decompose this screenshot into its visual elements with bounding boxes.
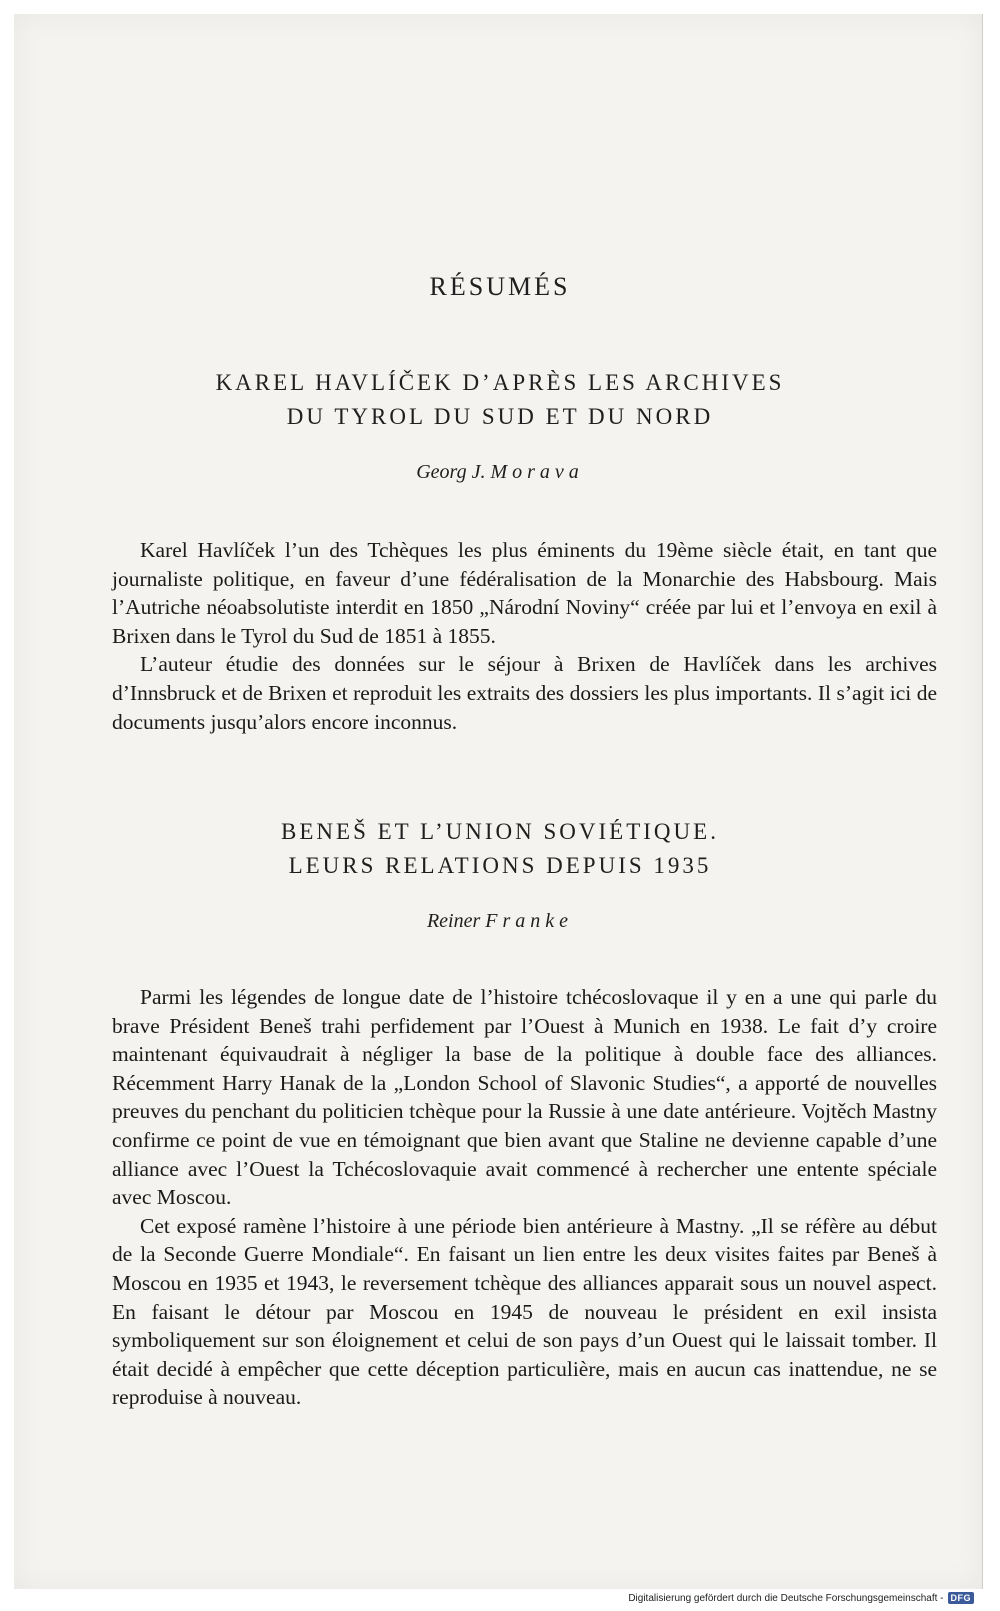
section-heading-line: KAREL HAVLÍČEK D’APRÈS LES ARCHIVES <box>215 370 785 395</box>
section-heading-line: LEURS RELATIONS DEPUIS 1935 <box>288 853 712 878</box>
digitization-footer <box>628 1592 974 1604</box>
author-franke <box>0 910 1000 933</box>
footer-text: Digitalisierung gefördert durch die Deutsche Forschungsgemeinschaft - <box>628 1592 944 1604</box>
section-heading-line: DU TYROL DU SUD ET DU NORD <box>286 404 714 429</box>
paragraph: Karel Havlíček l’un des Tchèques les plus éminents du 19ème siècle était, en tant que journaliste politique, en faveur d’une fédéralisation de la Monarchie des Habsbourg. Mais l’Autriche néoabsolutiste interdit en 1850 „Národní Noviny“ créée par lui et l’envoya en exil à Brixen dans le Tyrol du Sud de 1851 à 1855. <box>112 538 937 648</box>
page-title: RÉSUMÉS <box>429 272 571 301</box>
dfg-logo-icon: DFG <box>948 1592 975 1604</box>
section-body-havlicek <box>112 536 937 736</box>
section-body-benes <box>112 983 937 1412</box>
author-surname: Morava <box>490 461 584 483</box>
paragraph: Parmi les légendes de longue date de l’histoire tchécoslovaque il y en a une qui parle du brave Président Beneš trahi perfidement par l’Ouest à Munich en 1938. Le fait d’y croire maintenant équivaudrait à négliger la base de la politique à double face des alliances. Récemment Harry Hanak de la „London School of Slavonic Studies“, a apporté de nouvelles preuves du penchant du politicien tchèque pour la Russie à une date antérieure. Vojtěch Mastny confirme ce point de vue en témoignant que bien avant que Staline ne devienne capable d’une alliance avec l’Ouest la Tchécoslovaquie avait commencé à rechercher une entente spéciale avec Moscou. <box>112 985 937 1210</box>
author-given-name: Georg J. <box>416 461 486 483</box>
author-surname: Franke <box>485 910 574 932</box>
paragraph: L’auteur étudie des données sur le séjour à Brixen de Havlíček dans les archives d’Innsbruck et de Brixen et reproduit les extraits des dossiers les plus importants. Il s’agit ici de documents jusqu’alors encore inconnus. <box>112 652 937 734</box>
author-morava <box>0 461 1000 484</box>
paragraph: Cet exposé ramène l’histoire à une période bien antérieure à Mastny. „Il se réfère au début de la Seconde Guerre Mondiale“. En faisant un lien entre les deux visites faites par Beneš à Moscou en 1935 et 1943, le reversement tchèque des alliances apparait sous un nouvel aspect. En faisant le détour par Moscou en 1945 de nouveau le président en exil insista symboliquement sur son éloignement et celui de son pays d’un Ouest qui le laissait tomber. Il était decidé à empêcher que cette déception particulière, mais en aucun cas inattendue, ne se reproduise à nouveau. <box>112 1213 937 1410</box>
section-heading-line: BENEŠ ET L’UNION SOVIÉTIQUE. <box>281 819 719 844</box>
section-heading-havlicek <box>0 366 1000 434</box>
section-heading-benes <box>0 815 1000 883</box>
author-given-name: Reiner <box>426 910 481 932</box>
